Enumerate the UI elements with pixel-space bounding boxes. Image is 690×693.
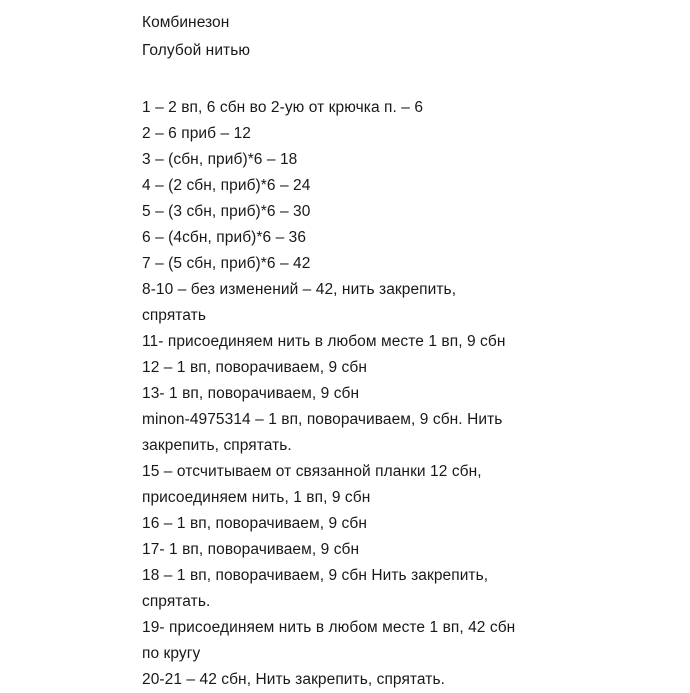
pattern-row: 7 – (5 сбн, приб)*6 – 42 xyxy=(142,255,311,272)
title-list-spacer xyxy=(142,65,602,95)
pattern-row: 3 – (сбн, приб)*6 – 18 xyxy=(142,151,298,168)
pattern-row: minon-4975314 – 1 вп, поворачиваем, 9 сбн. Нить xyxy=(142,411,503,428)
pattern-row: 8-10 – без изменений – 42, нить закрепить, xyxy=(142,281,457,298)
pattern-subtitle: Голубой нитью xyxy=(142,42,251,59)
pattern-row: 16 – 1 вп, поворачиваем, 9 сбн xyxy=(142,515,367,532)
pattern-row: 20-21 – 42 сбн, Нить закрепить, спрятать. xyxy=(142,671,445,688)
pattern-row: 17- 1 вп, поворачиваем, 9 сбн xyxy=(142,541,360,558)
pattern-row: 6 – (4сбн, приб)*6 – 36 xyxy=(142,229,307,246)
pattern-row-continuation: по кругу xyxy=(142,645,201,662)
pattern-row-continuation: присоединяем нить, 1 вп, 9 сбн xyxy=(142,489,371,506)
pattern-row-continuation: закрепить, спрятать. xyxy=(142,437,292,454)
pattern-row: 11- присоединяем нить в любом месте 1 вп, 9 сбн xyxy=(142,333,506,350)
pattern-row: 15 – отсчитываем от связанной планки 12 сбн, xyxy=(142,463,482,480)
pattern-row: 18 – 1 вп, поворачиваем, 9 сбн Нить закрепить, xyxy=(142,567,489,584)
pattern-title: Комбинезон xyxy=(142,14,230,31)
pattern-row-continuation: спрятать xyxy=(142,307,206,324)
pattern-text-block xyxy=(142,9,602,693)
pattern-row: 2 – 6 приб – 12 xyxy=(142,125,251,142)
pattern-row: 5 – (3 сбн, приб)*6 – 30 xyxy=(142,203,311,220)
pattern-row-continuation: спрятать. xyxy=(142,593,211,610)
pattern-row: 12 – 1 вп, поворачиваем, 9 сбн xyxy=(142,359,367,376)
pattern-title-block xyxy=(142,9,602,65)
pattern-row: 19- присоединяем нить в любом месте 1 вп, 42 сбн xyxy=(142,619,516,636)
pattern-row: 13- 1 вп, поворачиваем, 9 сбн xyxy=(142,385,360,402)
pattern-row: 1 – 2 вп, 6 сбн во 2-ую от крючка п. – 6 xyxy=(142,99,424,116)
pattern-row-list xyxy=(142,95,602,693)
pattern-row: 4 – (2 сбн, приб)*6 – 24 xyxy=(142,177,311,194)
